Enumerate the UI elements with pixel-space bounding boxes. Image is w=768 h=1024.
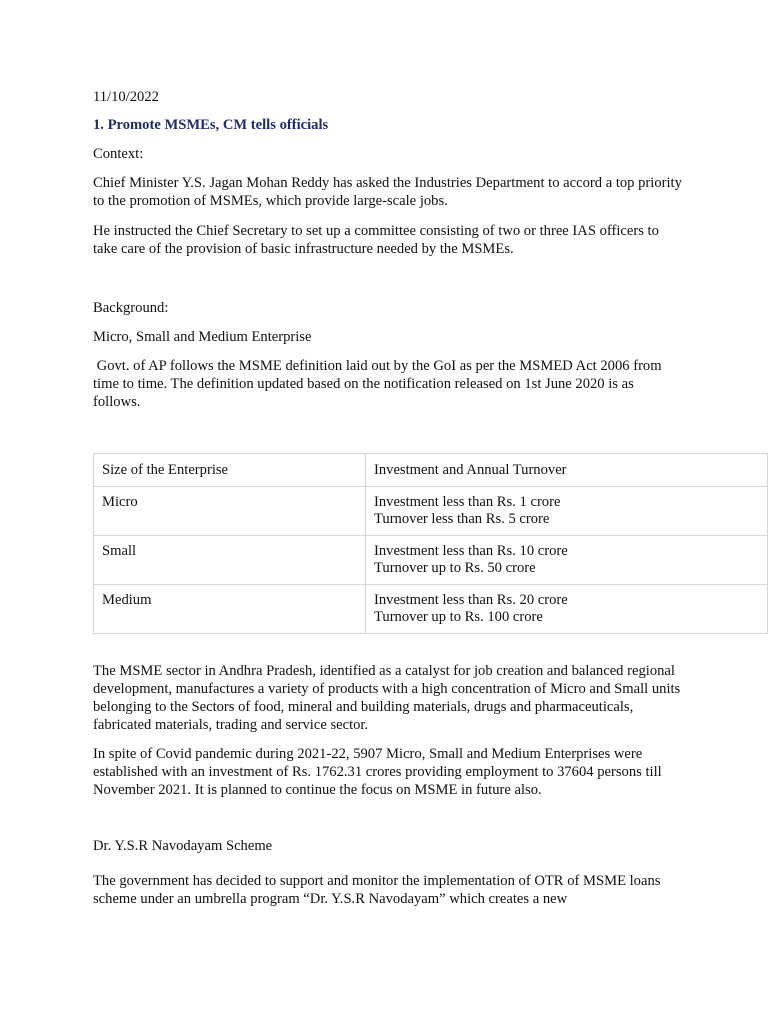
background-paragraph: Govt. of AP follows the MSME definition laid out by the GoI as per the MSMED Act 2006 from time to time. The definition updated based on the notification released on 1st June 2020 is as follows. <box>93 358 666 410</box>
context-paragraph-1: Chief Minister Y.S. Jagan Mohan Reddy has asked the Industries Department to accord a top priority to the promotion of MSMEs, which provide large-scale jobs. <box>93 175 686 209</box>
msme-definition-table <box>93 453 768 634</box>
table-row <box>94 487 768 536</box>
table-cell-criteria <box>366 487 768 536</box>
table-cell-criteria <box>366 536 768 585</box>
table-cell-size: Small <box>94 536 366 585</box>
turnover-criterion: Turnover less than Rs. 5 crore <box>374 511 550 527</box>
table-header-cell: Investment and Annual Turnover <box>366 454 768 487</box>
background-label: Background: <box>93 300 169 316</box>
context-label: Context: <box>93 146 144 162</box>
table-header-cell: Size of the Enterprise <box>94 454 366 487</box>
table-row <box>94 585 768 634</box>
context-paragraph-2: He instructed the Chief Secretary to set up a committee consisting of two or three IAS officers to take care of the provision of basic infrastructure needed by the MSMEs. <box>93 223 663 257</box>
table-cell-size: Micro <box>94 487 366 536</box>
scheme-heading: Dr. Y.S.R Navodayam Scheme <box>93 838 273 854</box>
background-subheading: Micro, Small and Medium Enterprise <box>93 329 312 345</box>
document-title: 1. Promote MSMEs, CM tells officials <box>93 117 329 133</box>
document-date: 11/10/2022 <box>93 89 159 105</box>
investment-criterion: Investment less than Rs. 20 crore <box>374 592 568 608</box>
sector-paragraph-2: In spite of Covid pandemic during 2021-22, 5907 Micro, Small and Medium Enterprises were established with an investment of Rs. 1762.31 crores providing employment to 37604 persons till November 2021. It is planned to continue the focus on MSME in future also. <box>93 746 666 798</box>
table-cell-size: Medium <box>94 585 366 634</box>
table-header-row <box>94 454 768 487</box>
sector-paragraph-1: The MSME sector in Andhra Pradesh, identified as a catalyst for job creation and balanced regional development, manufactures a variety of products with a high concentration of Micro and Small units belonging to the Sectors of food, mineral and building materials, drugs and pharmaceuticals, fabricated materials, trading and service sector. <box>93 663 684 733</box>
investment-criterion: Investment less than Rs. 10 crore <box>374 543 568 559</box>
turnover-criterion: Turnover up to Rs. 50 crore <box>374 560 536 576</box>
table-cell-criteria <box>366 585 768 634</box>
scheme-paragraph: The government has decided to support and monitor the implementation of OTR of MSME loans scheme under an umbrella program “Dr. Y.S.R Navodayam” which creates a new <box>93 873 665 907</box>
table-row <box>94 536 768 585</box>
investment-criterion: Investment less than Rs. 1 crore <box>374 494 561 510</box>
turnover-criterion: Turnover up to Rs. 100 crore <box>374 609 543 625</box>
